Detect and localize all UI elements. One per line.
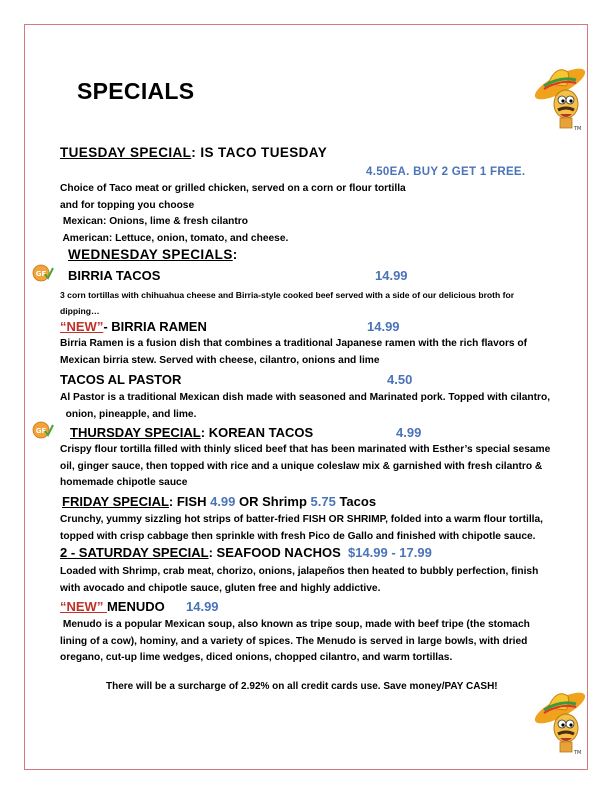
- desc-line: Loaded with Shrimp, crab meat, chorizo, onions, jalapeños then heated to bubbly perfection, finish: [60, 566, 539, 577]
- gluten-free-badge-icon: [32, 264, 54, 282]
- fish-price: 4.99: [210, 494, 236, 509]
- saturday-heading-label: 2 - SATURDAY SPECIAL: [60, 545, 209, 560]
- desc-line: Birria Ramen is a fusion dish that combines a traditional Japanese ramen with the rich flavors of: [60, 338, 528, 349]
- tuesday-special-heading: [60, 145, 327, 160]
- saturday-subheading: : SEAFOOD NACHOS: [208, 545, 348, 560]
- saturday-special-heading: [60, 545, 432, 560]
- friday-part2: OR Shrimp: [235, 494, 311, 509]
- desc-line: American: Lettuce, onion, tomato, and cheese.: [60, 232, 289, 244]
- desc-line: lining of a cow), hominy, and a variety of spices. The Menudo is served in large bowls, with dried: [60, 635, 528, 647]
- tuesday-subheading: : IS TACO TUESDAY: [191, 145, 328, 160]
- thursday-description: [60, 442, 550, 492]
- tuesday-price: 4.50EA. BUY 2 GET 1 FREE.: [366, 166, 526, 178]
- birria-ramen-heading: [60, 319, 207, 334]
- menudo-heading: [60, 599, 165, 614]
- friday-part3: Tacos: [335, 494, 377, 509]
- desc-line: Crunchy, yummy sizzling hot strips of batter-fried FISH OR SHRIMP, folded into a warm flour tortilla,: [60, 514, 544, 525]
- desc-line: Mexican: Onions, lime & fresh cilantro: [60, 216, 248, 228]
- birria-tacos-description: [60, 287, 514, 319]
- al-pastor-name: TACOS AL PASTOR: [60, 372, 182, 387]
- birria-ramen-price: 14.99: [367, 319, 400, 334]
- desc-line: 3 corn tortillas with chihuahua cheese and Birria-style cooked beef served with a side of our delicious broth for: [60, 290, 515, 300]
- desc-line: Choice of Taco meat or grilled chicken, served on a corn or flour tortilla: [60, 183, 406, 194]
- new-tag: “NEW”: [60, 599, 107, 614]
- desc-line: topped with crisp cabbage then sprinkle with fresh Pico de Gallo and finished with chipotle sauce.: [60, 530, 536, 542]
- desc-line: Menudo is a popular Mexican soup, also known as tripe soup, made with beef tripe (the stomach: [60, 619, 530, 630]
- desc-line: homemade chipotle sauce: [60, 477, 188, 489]
- sombrero-character-icon: [530, 686, 590, 758]
- svg-text:TM: TM: [574, 750, 582, 756]
- al-pastor-price: 4.50: [387, 372, 413, 387]
- friday-part1: : FISH: [168, 494, 211, 509]
- saturday-description: [60, 564, 538, 597]
- friday-description: [60, 512, 543, 545]
- tuesday-heading-label: TUESDAY SPECIAL: [60, 145, 192, 160]
- birria-ramen-description: [60, 336, 527, 369]
- desc-line: dipping…: [60, 306, 100, 316]
- birria-tacos-price: 14.99: [375, 268, 408, 283]
- desc-line: oregano, cut-up lime wedges, diced onions, chopped cilantro, and warm tortillas.: [60, 652, 453, 664]
- tuesday-description: [60, 181, 406, 247]
- desc-line: Mexican birria stew. Served with cheese, cilantro, onions and lime: [60, 354, 380, 366]
- gluten-free-badge-icon: [32, 421, 54, 439]
- wednesday-specials-heading: [68, 247, 238, 262]
- thursday-subheading: : KOREAN TACOS: [200, 425, 314, 440]
- friday-heading-label: FRIDAY SPECIAL: [62, 494, 169, 509]
- birria-ramen-name: - BIRRIA RAMEN: [103, 319, 207, 334]
- page-title: SPECIALS: [77, 78, 195, 104]
- desc-line: Crispy flour tortilla filled with thinly sliced beef that has been marinated with Esther’s special sesame: [60, 444, 551, 455]
- wednesday-heading-label: WEDNESDAY SPECIALS: [68, 247, 233, 262]
- thursday-heading-label: THURSDAY SPECIAL: [70, 425, 201, 440]
- menudo-description: [60, 617, 530, 667]
- thursday-price: 4.99: [396, 425, 422, 440]
- menudo-name: MENUDO: [106, 599, 165, 614]
- saturday-price: $14.99 - 17.99: [347, 545, 432, 560]
- friday-special-heading: [62, 494, 376, 509]
- new-tag: “NEW”: [60, 319, 104, 334]
- sombrero-character-icon: [530, 62, 590, 134]
- svg-text:TM: TM: [574, 126, 582, 132]
- desc-line: oil, ginger sauce, then topped with rice and a unique coleslaw mix & garnished with fresh cilantro &: [60, 460, 543, 472]
- wednesday-colon: :: [232, 247, 238, 262]
- al-pastor-description: [60, 390, 550, 423]
- birria-tacos-name: BIRRIA TACOS: [68, 268, 161, 283]
- desc-line: and for topping you choose: [60, 199, 195, 211]
- desc-line: onion, pineapple, and lime.: [60, 408, 197, 420]
- gf-badge-label: GF: [35, 270, 47, 278]
- thursday-special-heading: [70, 425, 313, 440]
- desc-line: with avocado and chipotle sauce, gluten free and highly addictive.: [60, 582, 381, 594]
- surcharge-notice: There will be a surcharge of 2.92% on all credit cards use. Save money/PAY CASH!: [106, 681, 498, 692]
- shrimp-price: 5.75: [310, 494, 336, 509]
- menudo-price: 14.99: [186, 599, 219, 614]
- gf-badge-label: GF: [35, 427, 47, 435]
- desc-line: Al Pastor is a traditional Mexican dish made with seasoned and Marinated pork. Topped with cilantro,: [60, 392, 551, 403]
